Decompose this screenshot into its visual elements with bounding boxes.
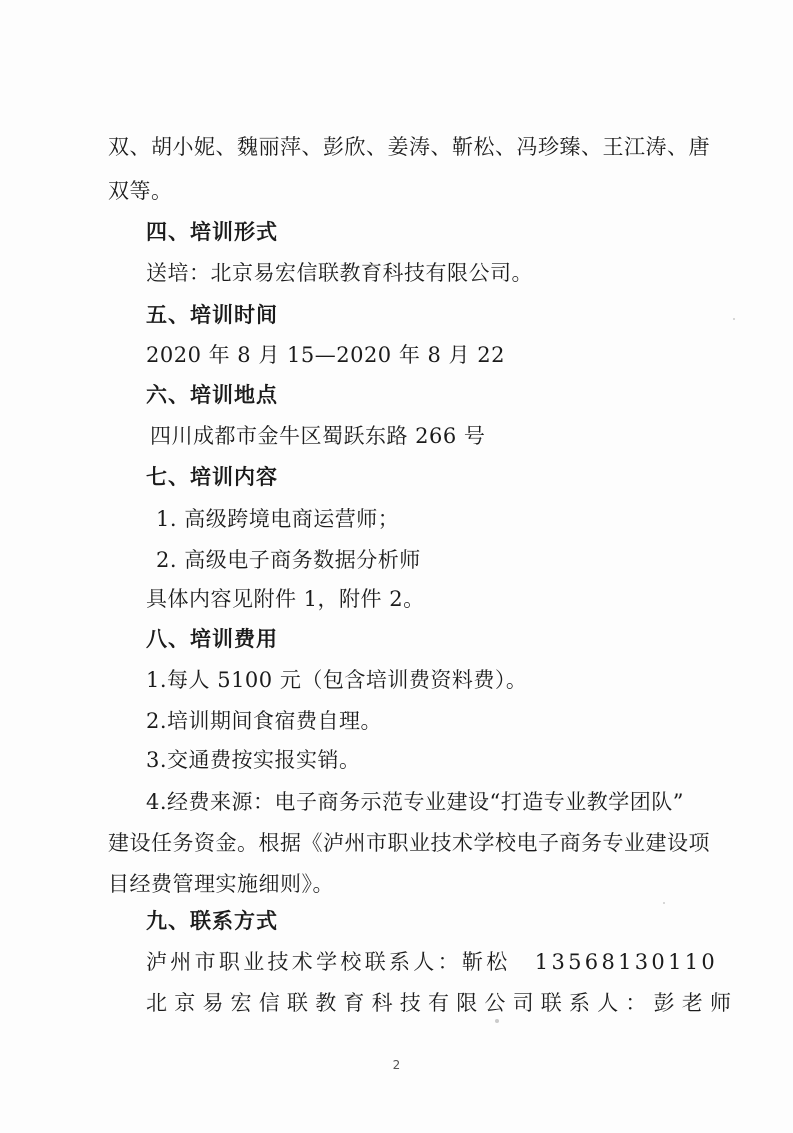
training-fee-item-4-line-1: 4.经费来源：电子商务示范专业建设“打造专业教学团队”	[146, 790, 685, 814]
contact-school: 泸州市职业技术学校联系人：靳松 13568130110	[146, 950, 719, 974]
training-content-note: 具体内容见附件 1，附件 2。	[146, 587, 425, 611]
training-location-text: 四川成都市金牛区蜀跃东路 266 号	[150, 424, 486, 448]
training-fee-item-3: 3.交通费按实报实销。	[146, 748, 361, 772]
contact-company: 北京易宏信联教育科技有限公司联系人：彭老师	[146, 991, 739, 1015]
training-fee-item-4-line-2: 建设任务资金。根据《泸州市职业技术学校电子商务专业建设项	[108, 831, 710, 855]
section-heading-training-fees: 八、培训费用	[146, 627, 278, 651]
page-number: 2	[392, 1058, 401, 1072]
attendee-list-line-1: 双、胡小妮、魏丽萍、彭欣、姜涛、靳松、冯珍臻、王江涛、唐	[108, 135, 710, 159]
training-time-text: 2020 年 8 月 15—2020 年 8 月 22	[146, 343, 505, 367]
scan-speck	[733, 318, 735, 320]
attendee-list-line-2: 双等。	[108, 179, 173, 203]
scan-speck	[495, 1019, 499, 1023]
section-heading-training-content: 七、培训内容	[146, 465, 278, 489]
training-content-item-2: 2. 高级电子商务数据分析师	[156, 548, 421, 572]
training-fee-item-2: 2.培训期间食宿费自理。	[146, 709, 383, 733]
training-fee-item-4-line-3: 目经费管理实施细则》。	[108, 872, 334, 896]
training-fee-item-1: 1.每人 5100 元（包含培训费资料费）。	[146, 668, 528, 692]
scan-speck	[663, 902, 665, 904]
section-heading-training-form: 四、培训形式	[146, 220, 278, 244]
training-content-item-1: 1. 高级跨境电商运营师；	[156, 507, 400, 531]
section-heading-contact: 九、联系方式	[146, 909, 278, 933]
section-heading-training-time: 五、培训时间	[146, 303, 278, 327]
section-heading-training-location: 六、培训地点	[146, 383, 278, 407]
training-form-text: 送培：北京易宏信联教育科技有限公司。	[146, 261, 533, 285]
